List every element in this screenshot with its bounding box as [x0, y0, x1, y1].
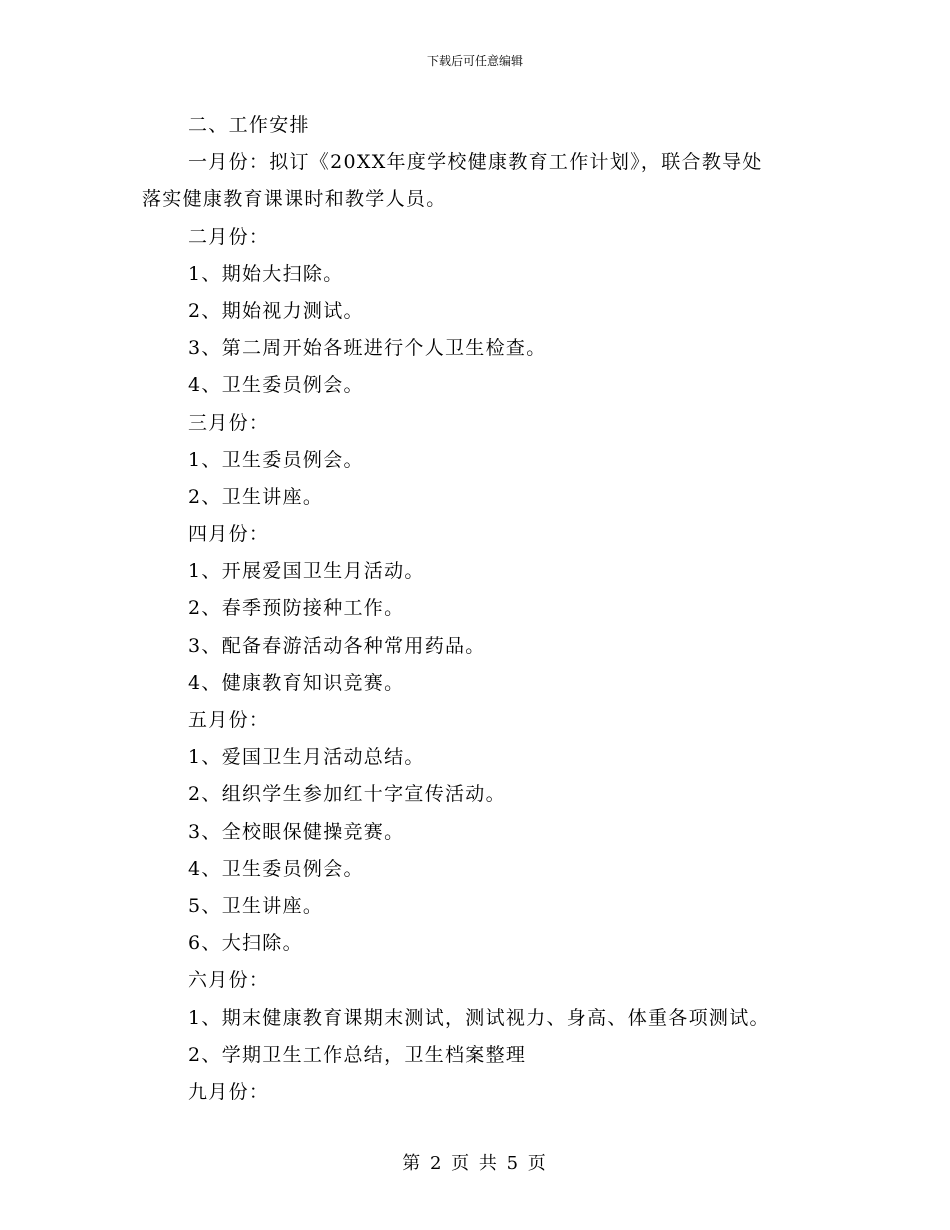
document-body: [142, 107, 822, 1111]
paragraph-line: 6、大扫除。: [188, 932, 303, 955]
paragraph-line: 4、卫生委员例会。: [188, 857, 364, 880]
paragraph-line: 2、期始视力测试。: [188, 299, 364, 322]
paragraph-line: 1、爱国卫生月活动总结。: [188, 746, 425, 769]
paragraph-line: 落实健康教育课课时和教学人员。: [142, 188, 447, 211]
paragraph-line: 1、期末健康教育课期末测试，测试视力、身高、体重各项测试。: [188, 1006, 770, 1029]
page-footer: 第 2 页 共 5 页: [402, 1153, 548, 1174]
paragraph-line: 四月份：: [188, 523, 270, 546]
paragraph-line: 一月份：拟订《20XX年度学校健康教育工作计划》，联合教导处: [188, 151, 763, 174]
paragraph-line: 3、配备春游活动各种常用药品。: [188, 634, 486, 657]
paragraph-line: 4、卫生委员例会。: [188, 374, 364, 397]
paragraph-line: 九月份：: [188, 1080, 270, 1103]
paragraph-line: 1、开展爱国卫生月活动。: [188, 560, 425, 583]
paragraph-line: 2、组织学生参加红十字宣传活动。: [188, 783, 506, 806]
paragraph-line: 3、全校眼保健操竞赛。: [188, 820, 405, 843]
page-header: 下载后可任意编辑: [426, 54, 523, 68]
paragraph-line: 六月份：: [188, 969, 270, 992]
paragraph-line: 五月份：: [188, 709, 270, 731]
paragraph-line: 三月份：: [188, 411, 270, 434]
paragraph-line: 2、春季预防接种工作。: [188, 597, 405, 620]
paragraph-line: 1、卫生委员例会。: [188, 448, 364, 471]
paragraph-line: 5、卫生讲座。: [188, 894, 324, 917]
paragraph-line: 二月份：: [188, 225, 270, 248]
paragraph-line: 4、健康教育知识竞赛。: [188, 671, 405, 694]
paragraph-line: 2、学期卫生工作总结，卫生档案整理: [188, 1043, 527, 1066]
paragraph-line: 2、卫生讲座。: [188, 485, 324, 508]
paragraph-line: 1、期始大扫除。: [188, 262, 344, 285]
paragraph-line: 3、第二周开始各班进行个人卫生检查。: [188, 337, 547, 360]
paragraph-line: 二、工作安排: [188, 114, 310, 136]
